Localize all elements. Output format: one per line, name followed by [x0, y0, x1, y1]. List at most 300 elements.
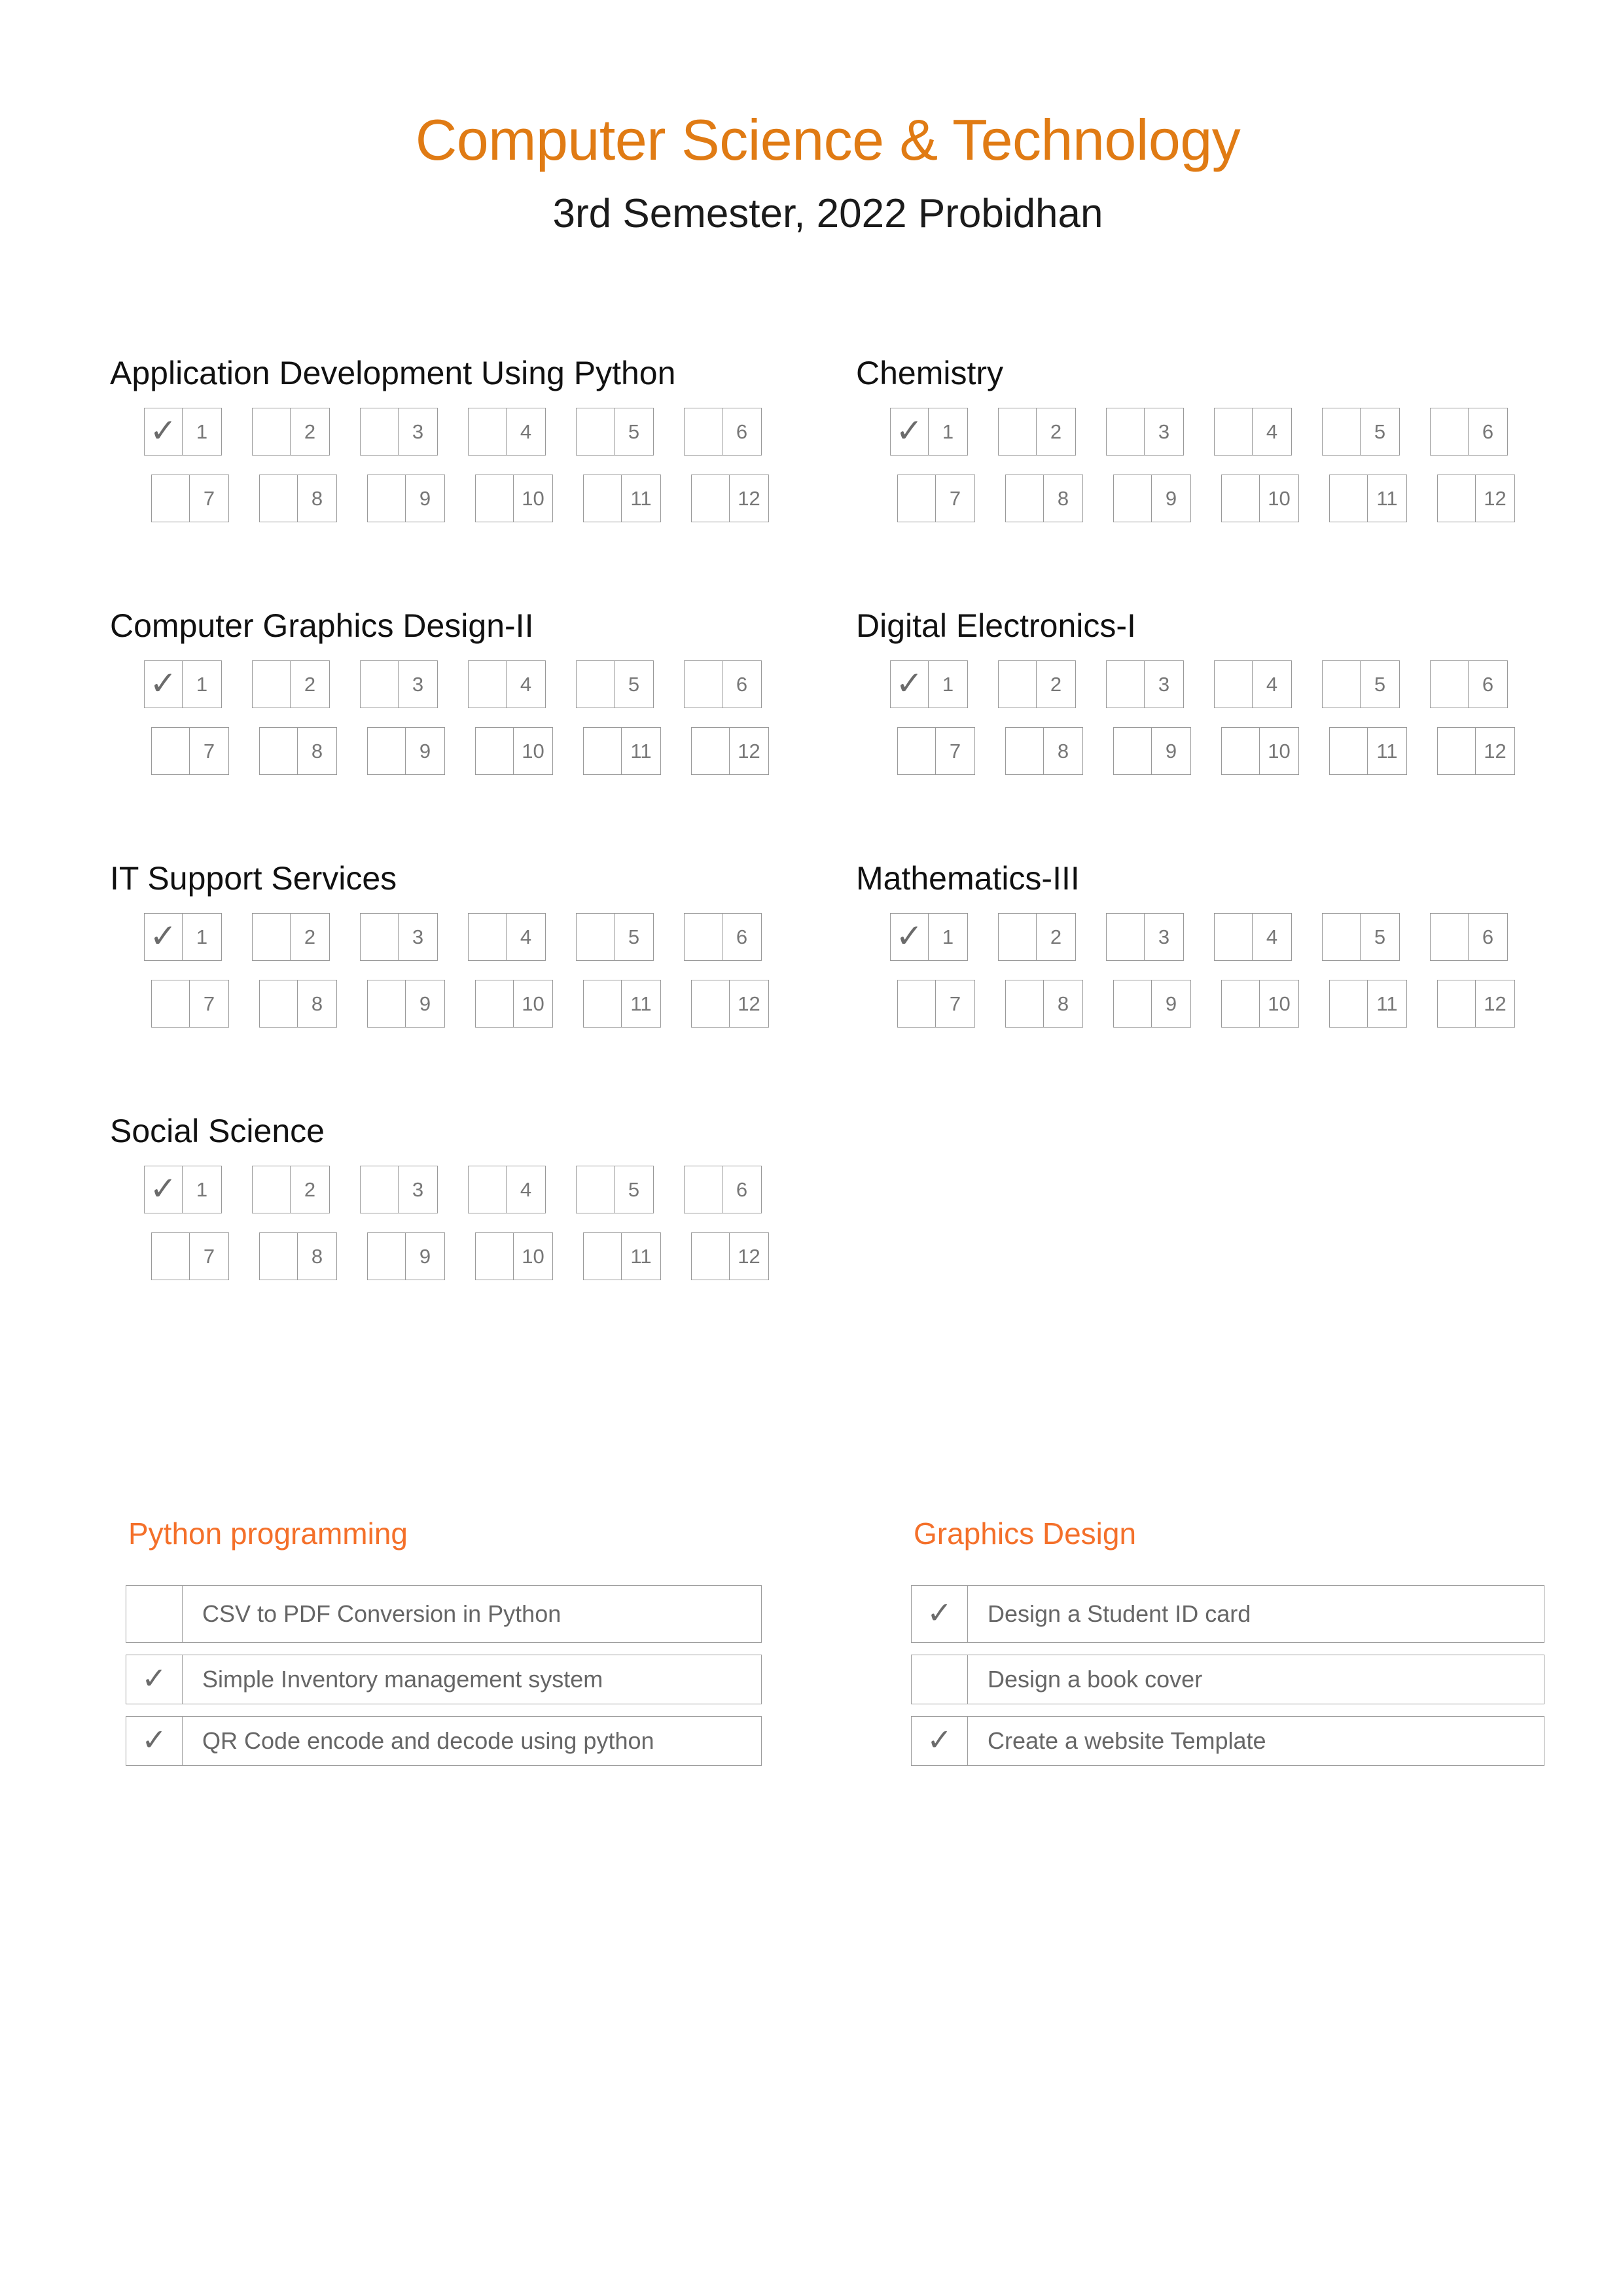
checkbox-item-8[interactable]	[1005, 475, 1083, 522]
checkbox-row	[890, 727, 1602, 794]
checkbox-item-12[interactable]	[691, 980, 769, 1028]
checkbox-item-8[interactable]	[259, 475, 337, 522]
checkbox-item-10[interactable]	[475, 1232, 553, 1280]
subjects-section	[110, 357, 1550, 1367]
checkbox-number: 4	[1252, 408, 1292, 456]
project-label: CSV to PDF Conversion in Python	[202, 1600, 562, 1627]
checkbox-item-11[interactable]	[583, 1232, 661, 1280]
checkbox-number: 10	[513, 475, 553, 522]
checkbox-item-6[interactable]	[1430, 408, 1508, 456]
checkbox-item-3[interactable]	[360, 660, 438, 708]
checkbox-row	[890, 475, 1602, 541]
checkbox-number: 5	[1360, 660, 1400, 708]
checkbox-number: 11	[621, 1232, 661, 1280]
check-icon: ✓	[149, 664, 177, 702]
checkbox-item-11[interactable]	[583, 727, 661, 775]
checkbox-number: 12	[729, 727, 769, 775]
checkbox-9[interactable]	[367, 475, 405, 522]
checkbox-item-5[interactable]	[576, 408, 654, 456]
checkbox-item-3[interactable]	[360, 913, 438, 961]
checkbox-12[interactable]	[691, 727, 729, 775]
check-icon: ✓	[149, 917, 177, 954]
page-title: Computer Science & Technology	[415, 107, 1241, 172]
checkbox-item-2[interactable]	[998, 408, 1076, 456]
project-row[interactable]	[126, 1585, 762, 1643]
checkbox-item-12[interactable]	[1437, 727, 1515, 775]
check-icon: ✓	[927, 1723, 952, 1757]
checkbox-row	[890, 913, 1602, 980]
checkbox-6[interactable]	[1430, 660, 1468, 708]
check-icon: ✓	[927, 1596, 952, 1630]
checkbox-number: 2	[290, 408, 330, 456]
subject-title: Digital Electronics-I	[856, 607, 1136, 644]
checkbox-row	[144, 1232, 856, 1299]
check-icon: ✓	[895, 664, 923, 702]
checkbox-6[interactable]	[684, 913, 722, 961]
checkbox-grid	[110, 660, 856, 794]
checkbox-item-5[interactable]	[1322, 660, 1400, 708]
checkbox-number: 2	[1036, 913, 1076, 961]
checkbox-2[interactable]	[998, 408, 1036, 456]
checkbox-6[interactable]	[684, 1166, 722, 1213]
checkbox-number: 7	[189, 475, 229, 522]
check-icon: ✓	[141, 1723, 167, 1757]
checkbox-item-1[interactable]	[890, 660, 968, 708]
checkbox-item-3[interactable]	[1106, 660, 1184, 708]
subject-row	[110, 1115, 1550, 1367]
checkbox-10[interactable]	[475, 1232, 513, 1280]
checkbox-item-4[interactable]	[468, 1166, 546, 1213]
checkbox-8[interactable]	[259, 980, 297, 1028]
checkbox-number: 3	[398, 660, 438, 708]
checkbox-8[interactable]	[259, 727, 297, 775]
checkbox-item-1[interactable]	[144, 660, 222, 708]
checkbox-number: 1	[182, 1166, 222, 1213]
checkbox-number: 5	[614, 1166, 654, 1213]
checkbox-item-8[interactable]	[259, 1232, 337, 1280]
subject-chemistry	[856, 357, 1602, 609]
checkbox-item-9[interactable]	[367, 475, 445, 522]
subject-column	[110, 357, 856, 609]
checkbox-number: 4	[506, 660, 546, 708]
checkbox-grid	[856, 913, 1602, 1047]
checkbox-grid	[110, 913, 856, 1047]
checkbox-number: 2	[290, 660, 330, 708]
checkbox-2[interactable]	[252, 913, 290, 961]
project-row[interactable]	[911, 1655, 1544, 1704]
checkbox-item-1[interactable]	[890, 408, 968, 456]
checkbox-item-6[interactable]	[1430, 913, 1508, 961]
checkbox-number: 10	[1259, 475, 1299, 522]
checkbox-number: 9	[1151, 475, 1191, 522]
checkbox-3[interactable]	[360, 1166, 398, 1213]
checkbox-number: 8	[1043, 980, 1083, 1028]
checkbox-number: 2	[1036, 408, 1076, 456]
checkbox-1[interactable]	[144, 660, 182, 708]
checkbox-1[interactable]	[890, 913, 928, 961]
checkbox-4[interactable]	[468, 913, 506, 961]
checkbox-item-10[interactable]	[1221, 475, 1299, 522]
checkbox-1[interactable]	[890, 408, 928, 456]
checkbox-2[interactable]	[252, 1166, 290, 1213]
checkbox-number: 7	[189, 727, 229, 775]
checkbox-item-4[interactable]	[468, 408, 546, 456]
subject-column	[856, 357, 1602, 609]
checkbox-number: 11	[621, 727, 661, 775]
checkbox-7[interactable]	[897, 727, 935, 775]
checkbox-10[interactable]	[475, 475, 513, 522]
checkbox-number: 7	[189, 1232, 229, 1280]
checkbox-item-2[interactable]	[998, 913, 1076, 961]
checkbox-number: 8	[297, 980, 337, 1028]
checkbox-5[interactable]	[576, 913, 614, 961]
checkbox-number: 8	[297, 727, 337, 775]
subject-title: Computer Graphics Design-II	[110, 607, 534, 644]
checkbox-number: 8	[1043, 727, 1083, 775]
checkbox-4[interactable]	[468, 660, 506, 708]
subject-column	[856, 1115, 1602, 1367]
checkbox-number: 6	[722, 408, 762, 456]
checkbox-number: 12	[729, 980, 769, 1028]
project-row[interactable]	[911, 1585, 1544, 1643]
checkbox-item-7[interactable]	[897, 727, 975, 775]
checkbox-item-9[interactable]	[1113, 727, 1191, 775]
checkbox-6[interactable]	[1430, 913, 1468, 961]
checkbox-item-1[interactable]	[144, 408, 222, 456]
checkbox-item-11[interactable]	[1329, 980, 1407, 1028]
checkbox-12[interactable]	[691, 475, 729, 522]
checkbox-12[interactable]	[1437, 475, 1475, 522]
checkbox-5[interactable]	[1322, 408, 1360, 456]
checkbox-number: 1	[928, 913, 968, 961]
checkbox-2[interactable]	[252, 660, 290, 708]
checkbox-item-4[interactable]	[1214, 660, 1292, 708]
checkbox-10[interactable]	[1221, 727, 1259, 775]
checkbox-item-12[interactable]	[1437, 475, 1515, 522]
project-checkbox[interactable]	[912, 1586, 968, 1642]
checkbox-number: 6	[1468, 913, 1508, 961]
checkbox-item-11[interactable]	[1329, 475, 1407, 522]
checkbox-item-9[interactable]	[367, 1232, 445, 1280]
checkbox-item-1[interactable]	[890, 913, 968, 961]
checkbox-item-2[interactable]	[252, 913, 330, 961]
checkbox-item-8[interactable]	[1005, 727, 1083, 775]
checkbox-item-2[interactable]	[252, 660, 330, 708]
checkbox-11[interactable]	[1329, 475, 1367, 522]
checkbox-item-8[interactable]	[259, 980, 337, 1028]
checkbox-9[interactable]	[367, 1232, 405, 1280]
project-checkbox[interactable]	[126, 1655, 183, 1704]
checkbox-item-2[interactable]	[252, 1166, 330, 1213]
check-icon: ✓	[149, 412, 177, 449]
checkbox-item-3[interactable]	[1106, 913, 1184, 961]
checkbox-number: 5	[614, 408, 654, 456]
checkbox-grid	[856, 408, 1602, 541]
checkbox-11[interactable]	[583, 980, 621, 1028]
subject-it-support-services	[110, 862, 856, 1115]
checkbox-7[interactable]	[897, 980, 935, 1028]
project-checkbox[interactable]	[126, 1586, 183, 1642]
checkbox-11[interactable]	[583, 475, 621, 522]
checkbox-9[interactable]	[367, 727, 405, 775]
checkbox-item-12[interactable]	[1437, 980, 1515, 1028]
checkbox-number: 3	[398, 913, 438, 961]
checkbox-item-7[interactable]	[151, 1232, 229, 1280]
checkbox-1[interactable]	[144, 408, 182, 456]
check-icon: ✓	[149, 1170, 177, 1207]
checkbox-item-2[interactable]	[252, 408, 330, 456]
checkbox-3[interactable]	[360, 660, 398, 708]
checkbox-item-4[interactable]	[468, 913, 546, 961]
checkbox-number: 5	[614, 660, 654, 708]
checkbox-12[interactable]	[691, 1232, 729, 1280]
checkbox-item-3[interactable]	[1106, 408, 1184, 456]
checkbox-9[interactable]	[1113, 475, 1151, 522]
project-label: Design a book cover	[988, 1666, 1203, 1693]
checkbox-7[interactable]	[897, 475, 935, 522]
project-group-title: Python programming	[128, 1516, 408, 1551]
checkbox-number: 4	[506, 408, 546, 456]
checkbox-grid	[110, 408, 856, 541]
checkbox-item-10[interactable]	[1221, 980, 1299, 1028]
project-row[interactable]	[126, 1716, 762, 1766]
checkbox-number: 3	[1144, 913, 1184, 961]
checkbox-9[interactable]	[367, 980, 405, 1028]
checkbox-item-9[interactable]	[367, 727, 445, 775]
checkbox-item-4[interactable]	[1214, 913, 1292, 961]
checkbox-9[interactable]	[1113, 727, 1151, 775]
checkbox-item-9[interactable]	[1113, 475, 1191, 522]
checkbox-item-12[interactable]	[691, 475, 769, 522]
checkbox-number: 3	[1144, 408, 1184, 456]
checkbox-item-6[interactable]	[684, 1166, 762, 1213]
checkbox-row	[144, 660, 856, 727]
subject-title: IT Support Services	[110, 860, 397, 897]
project-checkbox[interactable]	[912, 1717, 968, 1765]
checkbox-11[interactable]	[1329, 980, 1367, 1028]
checkbox-7[interactable]	[151, 475, 189, 522]
checkbox-4[interactable]	[1214, 408, 1252, 456]
checkbox-item-2[interactable]	[998, 660, 1076, 708]
checkbox-number: 3	[398, 408, 438, 456]
page-subtitle: 3rd Semester, 2022 Probidhan	[552, 191, 1103, 236]
checkbox-8[interactable]	[1005, 980, 1043, 1028]
checkbox-3[interactable]	[1106, 408, 1144, 456]
checkbox-4[interactable]	[468, 408, 506, 456]
checkbox-item-7[interactable]	[151, 980, 229, 1028]
checkbox-item-11[interactable]	[583, 980, 661, 1028]
checkbox-11[interactable]	[583, 727, 621, 775]
checkbox-number: 11	[1367, 727, 1407, 775]
checkbox-item-5[interactable]	[1322, 913, 1400, 961]
checkbox-10[interactable]	[475, 727, 513, 775]
checkbox-4[interactable]	[1214, 660, 1252, 708]
checkbox-item-6[interactable]	[684, 660, 762, 708]
checkbox-number: 6	[1468, 660, 1508, 708]
checkbox-1[interactable]	[144, 913, 182, 961]
checkbox-12[interactable]	[1437, 980, 1475, 1028]
checkbox-7[interactable]	[151, 727, 189, 775]
project-label: Design a Student ID card	[988, 1600, 1251, 1627]
checkbox-number: 7	[935, 727, 975, 775]
project-checkbox[interactable]	[126, 1717, 183, 1765]
checkbox-item-10[interactable]	[475, 727, 553, 775]
checkbox-number: 10	[1259, 727, 1299, 775]
checkbox-5[interactable]	[576, 408, 614, 456]
project-row[interactable]	[911, 1716, 1544, 1766]
subject-digital-electronics-i	[856, 609, 1602, 862]
checkbox-item-12[interactable]	[691, 727, 769, 775]
checkbox-item-7[interactable]	[897, 980, 975, 1028]
project-label: QR Code encode and decode using python	[202, 1727, 654, 1754]
checkbox-item-10[interactable]	[1221, 727, 1299, 775]
checkbox-item-5[interactable]	[576, 660, 654, 708]
checkbox-item-10[interactable]	[475, 475, 553, 522]
checkbox-1[interactable]	[144, 1166, 182, 1213]
checkbox-7[interactable]	[151, 1232, 189, 1280]
checkbox-number: 5	[614, 913, 654, 961]
checkbox-item-4[interactable]	[468, 660, 546, 708]
checkbox-10[interactable]	[475, 980, 513, 1028]
checkbox-item-10[interactable]	[475, 980, 553, 1028]
subject-application-development-using-python	[110, 357, 856, 609]
checkbox-item-8[interactable]	[1005, 980, 1083, 1028]
checkbox-11[interactable]	[583, 1232, 621, 1280]
checkbox-item-9[interactable]	[367, 980, 445, 1028]
project-group-python	[126, 1518, 762, 1778]
checkbox-item-6[interactable]	[684, 408, 762, 456]
checkbox-item-11[interactable]	[583, 475, 661, 522]
subject-row	[110, 609, 1550, 862]
page-header	[0, 107, 1623, 236]
checkbox-11[interactable]	[1329, 727, 1367, 775]
checkbox-number: 12	[1475, 475, 1515, 522]
project-label: Simple Inventory management system	[202, 1666, 603, 1693]
checkbox-number: 4	[1252, 660, 1292, 708]
checkbox-row	[144, 980, 856, 1047]
checkbox-item-3[interactable]	[360, 1166, 438, 1213]
checkbox-10[interactable]	[1221, 980, 1259, 1028]
checkbox-item-8[interactable]	[259, 727, 337, 775]
checkbox-item-6[interactable]	[1430, 660, 1508, 708]
checkbox-number: 1	[928, 660, 968, 708]
checkbox-item-1[interactable]	[144, 913, 222, 961]
checkbox-6[interactable]	[684, 408, 722, 456]
checkbox-number: 11	[621, 475, 661, 522]
checkbox-10[interactable]	[1221, 475, 1259, 522]
checkbox-8[interactable]	[259, 1232, 297, 1280]
checkbox-number: 4	[1252, 913, 1292, 961]
checkbox-row	[890, 660, 1602, 727]
checkbox-2[interactable]	[998, 660, 1036, 708]
checkbox-5[interactable]	[1322, 660, 1360, 708]
checkbox-1[interactable]	[890, 660, 928, 708]
project-checkbox[interactable]	[912, 1655, 968, 1704]
checkbox-item-7[interactable]	[151, 475, 229, 522]
subject-social-science	[110, 1115, 856, 1367]
checkbox-item-11[interactable]	[1329, 727, 1407, 775]
checkbox-5[interactable]	[576, 1166, 614, 1213]
checkbox-8[interactable]	[1005, 727, 1043, 775]
project-row[interactable]	[126, 1655, 762, 1704]
check-icon: ✓	[895, 412, 923, 449]
checkbox-item-4[interactable]	[1214, 408, 1292, 456]
checkbox-5[interactable]	[576, 660, 614, 708]
checkbox-number: 1	[182, 660, 222, 708]
checkbox-number: 10	[513, 727, 553, 775]
checkbox-number: 5	[1360, 913, 1400, 961]
checkbox-item-7[interactable]	[151, 727, 229, 775]
checkbox-item-5[interactable]	[1322, 408, 1400, 456]
checkbox-number: 1	[182, 913, 222, 961]
checkbox-item-1[interactable]	[144, 1166, 222, 1213]
project-group-graphics	[911, 1518, 1544, 1778]
checkbox-3[interactable]	[360, 408, 398, 456]
checkbox-item-5[interactable]	[576, 913, 654, 961]
checkbox-number: 6	[1468, 408, 1508, 456]
subject-column	[110, 862, 856, 1115]
checkbox-12[interactable]	[691, 980, 729, 1028]
checkbox-number: 1	[928, 408, 968, 456]
checkbox-6[interactable]	[684, 660, 722, 708]
checkbox-8[interactable]	[1005, 475, 1043, 522]
subject-column	[856, 862, 1602, 1115]
checkbox-item-7[interactable]	[897, 475, 975, 522]
checkbox-item-9[interactable]	[1113, 980, 1191, 1028]
checkbox-4[interactable]	[468, 1166, 506, 1213]
checkbox-number: 2	[290, 1166, 330, 1213]
checkbox-row	[890, 980, 1602, 1047]
checkbox-4[interactable]	[1214, 913, 1252, 961]
checkbox-item-6[interactable]	[684, 913, 762, 961]
checkbox-9[interactable]	[1113, 980, 1151, 1028]
checkbox-8[interactable]	[259, 475, 297, 522]
checkbox-12[interactable]	[1437, 727, 1475, 775]
checkbox-item-3[interactable]	[360, 408, 438, 456]
checkbox-3[interactable]	[1106, 913, 1144, 961]
checkbox-row	[144, 1166, 856, 1232]
checkbox-number: 5	[1360, 408, 1400, 456]
checkbox-number: 9	[1151, 980, 1191, 1028]
checkbox-6[interactable]	[1430, 408, 1468, 456]
checkbox-number: 11	[621, 980, 661, 1028]
checkbox-grid	[110, 1166, 856, 1299]
checkbox-3[interactable]	[360, 913, 398, 961]
checkbox-number: 12	[729, 475, 769, 522]
checkbox-number: 11	[1367, 980, 1407, 1028]
checkbox-number: 9	[1151, 727, 1191, 775]
checkbox-item-5[interactable]	[576, 1166, 654, 1213]
checkbox-number: 10	[1259, 980, 1299, 1028]
checkbox-2[interactable]	[998, 913, 1036, 961]
check-icon: ✓	[141, 1661, 167, 1695]
checkbox-row	[890, 408, 1602, 475]
subject-title: Application Development Using Python	[110, 355, 676, 391]
subject-row	[110, 862, 1550, 1115]
checkbox-number: 4	[506, 1166, 546, 1213]
subject-row	[110, 357, 1550, 609]
checkbox-3[interactable]	[1106, 660, 1144, 708]
checkbox-number: 2	[1036, 660, 1076, 708]
checkbox-number: 3	[1144, 660, 1184, 708]
checkbox-number: 6	[722, 660, 762, 708]
checkbox-number: 2	[290, 913, 330, 961]
checkbox-5[interactable]	[1322, 913, 1360, 961]
checkbox-2[interactable]	[252, 408, 290, 456]
checkbox-item-12[interactable]	[691, 1232, 769, 1280]
checkbox-row	[144, 727, 856, 794]
checkbox-7[interactable]	[151, 980, 189, 1028]
